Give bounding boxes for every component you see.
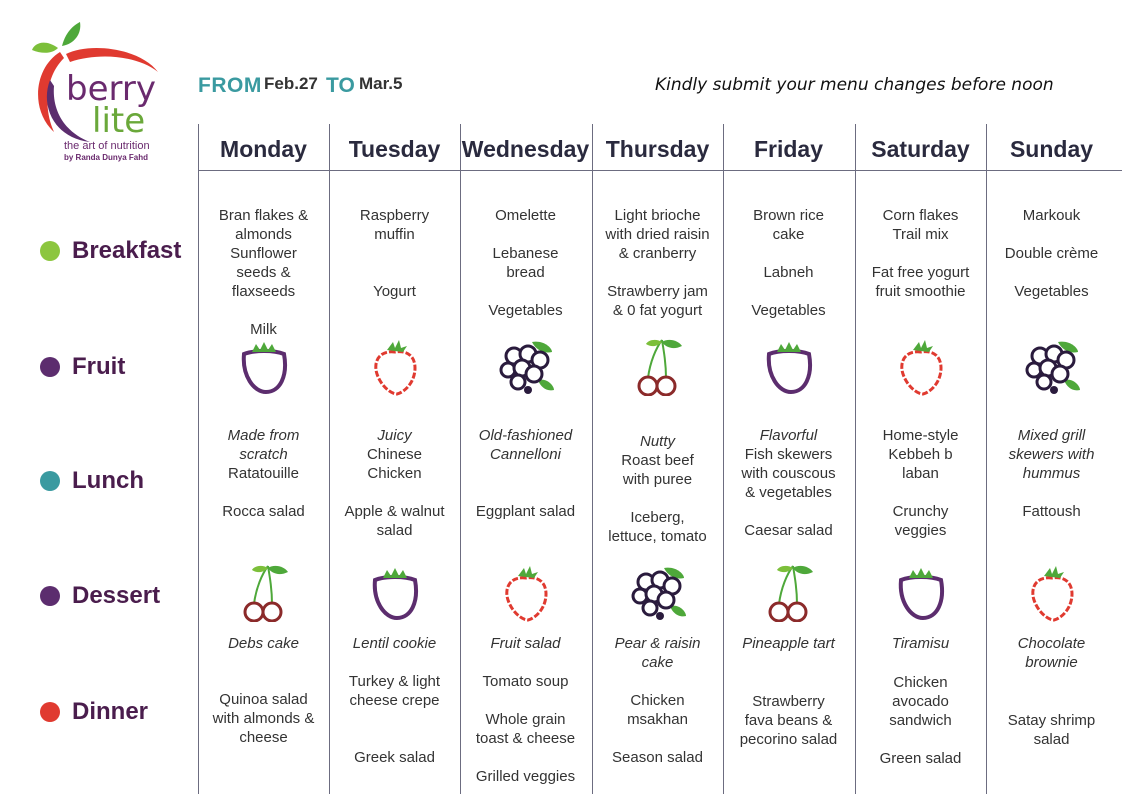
menu-item-text: Iceberg, <box>630 509 685 526</box>
menu-item-text: Roast beef <box>621 452 694 469</box>
menu-item-text: Sunflower <box>230 245 297 262</box>
strawberry-icon <box>365 336 425 396</box>
menu-item-text: Eggplant salad <box>475 503 576 520</box>
day-header-sunday: Sunday <box>1009 136 1094 162</box>
meal-dot <box>40 357 60 377</box>
strawberry-icon <box>496 562 556 622</box>
day-header-saturday: Saturday <box>871 136 970 162</box>
grapes-icon <box>496 336 556 396</box>
menu-item-text: Bran flakes & <box>218 207 309 224</box>
menu-item-text: salad <box>376 522 413 539</box>
menu-item-text: Trail mix <box>892 226 949 243</box>
cherry-icon <box>759 562 819 622</box>
cherry-icon <box>628 336 688 396</box>
menu-item-text: Omelette <box>495 207 556 224</box>
breakfast-cell <box>855 206 986 301</box>
menu-item-text: Milk <box>250 321 277 338</box>
menu-item-text: Made from <box>227 427 300 444</box>
dessert-cell: Debs cake <box>228 635 299 652</box>
menu-item-text: Vegetables <box>1014 283 1089 300</box>
lunch-cell <box>986 426 1117 521</box>
grapes-icon <box>1022 336 1082 396</box>
logo-tagline <box>64 140 150 164</box>
menu-item-text: with dried raisin <box>605 226 710 243</box>
menu-item-text: Fattoush <box>1022 503 1081 520</box>
dinner-cell <box>592 691 723 767</box>
strawberry-icon <box>1022 562 1082 622</box>
menu-item-text: Chicken <box>367 465 422 482</box>
menu-item-text: toast & cheese <box>475 730 576 747</box>
tagline-text: the art of nutrition <box>64 140 150 152</box>
menu-item-text: Old-fashioned <box>478 427 573 444</box>
menu-item-text: Brown rice <box>753 207 824 224</box>
menu-item-text: Chinese <box>366 446 423 463</box>
menu-item-text: Fat free yogurt <box>871 264 970 281</box>
menu-item-text: Greek salad <box>354 749 435 766</box>
menu-item-text: Juicy <box>377 427 412 444</box>
menu-item-text: cheese <box>239 729 288 746</box>
dinner-cell <box>460 672 591 786</box>
menu-item-text: pecorino salad <box>739 731 838 748</box>
dinner-cell <box>986 711 1117 749</box>
breakfast-cell <box>592 206 723 320</box>
submission-notice: Kindly submit your menu changes before noon <box>655 75 1054 95</box>
menu-item-text: cheese crepe <box>349 692 440 709</box>
menu-item-text: Quinoa salad <box>219 691 308 708</box>
grapes-icon <box>628 562 688 622</box>
meal-dot <box>40 471 60 491</box>
lunch-cell <box>723 426 854 540</box>
menu-item-text: Chicken <box>893 674 948 691</box>
menu-item-text: fruit smoothie <box>875 283 966 300</box>
menu-item-text: Nutty <box>639 433 675 450</box>
menu-item-text: Apple & walnut <box>344 503 445 520</box>
menu-item-text: Fish skewers <box>744 446 833 463</box>
to-date: Mar.5 <box>359 74 403 93</box>
day-column-saturday <box>855 170 986 794</box>
dessert-cell: Lentil cookie <box>352 635 437 652</box>
day-header-tuesday: Tuesday <box>348 136 441 162</box>
menu-item-text: & vegetables <box>745 484 832 501</box>
breakfast-cell <box>460 206 591 320</box>
dinner-cell <box>723 692 854 749</box>
plum-icon <box>759 336 819 396</box>
menu-item-text: cake <box>772 226 805 243</box>
menu-item-text: Whole grain <box>485 711 566 728</box>
menu-item-text: Kebbeh b <box>888 446 953 463</box>
lunch-cell <box>329 426 460 540</box>
meal-row-lunch <box>40 466 144 496</box>
menu-item-text: skewers with <box>1008 446 1095 463</box>
meal-row-dinner <box>40 697 148 727</box>
plum-icon <box>891 562 951 622</box>
menu-item-text: Caesar salad <box>744 522 833 539</box>
menu-item-text: Grilled veggies <box>475 768 576 785</box>
menu-item-text: Cannelloni <box>490 446 561 463</box>
strawberry-icon <box>891 336 951 396</box>
meal-label: Dessert <box>72 582 161 609</box>
dinner-cell <box>198 690 329 747</box>
menu-item-text: Flavorful <box>759 427 818 444</box>
breakfast-cell <box>986 206 1117 301</box>
day-column-sunday <box>986 170 1117 794</box>
dessert-cell: Chocolate brownie <box>1017 635 1086 671</box>
from-label: FROM <box>198 74 262 97</box>
svg-text:lite: lite <box>92 101 146 141</box>
menu-item-text: sandwich <box>889 712 952 729</box>
meal-dot <box>40 586 60 606</box>
menu-item-text: Chicken <box>630 692 685 709</box>
meal-dot <box>40 241 60 261</box>
day-column-monday <box>198 170 329 794</box>
lunch-cell <box>592 432 723 546</box>
menu-item-text: & cranberry <box>618 245 697 262</box>
meal-label: Fruit <box>72 353 126 380</box>
menu-item-text: Double crème <box>1004 245 1099 262</box>
day-column-friday <box>723 170 854 794</box>
dinner-cell <box>855 673 986 768</box>
byline-text: by Randa Dunya Fahd <box>64 153 149 162</box>
menu-item-text: Green salad <box>879 750 962 767</box>
day-column-tuesday <box>329 170 460 794</box>
menu-item-text: Corn flakes <box>882 207 959 224</box>
menu-item-text: salad <box>1033 731 1070 748</box>
breakfast-cell <box>723 206 854 320</box>
menu-item-text: fava beans & <box>744 712 833 729</box>
meal-row-fruit <box>40 352 125 382</box>
from-date: Feb.27 <box>264 74 318 93</box>
to-label: TO <box>326 74 355 97</box>
menu-item-text: Strawberry <box>752 693 825 710</box>
lunch-cell <box>198 426 329 521</box>
menu-item-text: laban <box>902 465 939 482</box>
cherry-icon <box>234 562 294 622</box>
menu-item-text: avocado <box>892 693 949 710</box>
breakfast-cell <box>198 206 329 339</box>
meal-label: Lunch <box>72 467 144 494</box>
menu-item-text: Vegetables <box>488 302 563 319</box>
menu-item-text: with almonds & <box>212 710 315 727</box>
menu-item-text: Markouk <box>1022 207 1081 224</box>
menu-item-text: flaxseeds <box>231 283 296 300</box>
meal-label: Dinner <box>72 698 149 725</box>
menu-item-text: Vegetables <box>751 302 826 319</box>
plum-icon <box>234 336 294 396</box>
menu-item-text: Season salad <box>612 749 703 766</box>
day-header-wednesday: Wednesday <box>461 136 590 162</box>
menu-item-text: hummus <box>1022 465 1081 482</box>
menu-item-text: veggies <box>894 522 947 539</box>
breakfast-cell <box>329 206 460 301</box>
menu-item-text: Light brioche <box>614 207 701 224</box>
plum-icon <box>365 562 425 622</box>
menu-item-text: Yogurt <box>373 283 416 300</box>
dessert-cell: Pineapple tart <box>742 635 835 652</box>
day-column-thursday <box>592 170 723 794</box>
meal-label: Breakfast <box>72 237 182 264</box>
day-column-wednesday <box>460 170 591 794</box>
menu-item-text: Mixed grill <box>1017 427 1086 444</box>
menu-item-text: scratch <box>239 446 288 463</box>
dessert-cell: Pear & raisin cake <box>614 635 701 671</box>
menu-item-text: almonds <box>235 226 292 243</box>
menu-item-text: Lebanese <box>492 245 559 262</box>
svg-text:berry: berry <box>66 69 156 109</box>
day-header-monday: Monday <box>220 136 307 162</box>
menu-item-text: Strawberry jam <box>607 283 708 300</box>
meal-dot <box>40 702 60 722</box>
menu-item-text: & 0 fat yogurt <box>612 302 703 319</box>
menu-item-text: seeds & <box>236 264 291 281</box>
day-header-friday: Friday <box>753 136 824 162</box>
menu-item-text: lettuce, tomato <box>608 528 707 545</box>
menu-item-text: Crunchy <box>892 503 949 520</box>
menu-item-text: with puree <box>622 471 693 488</box>
menu-item-text: with couscous <box>741 465 836 482</box>
menu-item-text: muffin <box>374 226 415 243</box>
menu-item-text: Home-style <box>882 427 959 444</box>
dessert-cell: Tiramisu <box>891 635 950 652</box>
menu-item-text: Ratatouille <box>228 465 299 482</box>
menu-item-text: Tomato soup <box>482 673 569 690</box>
dessert-cell: Fruit salad <box>490 635 561 652</box>
menu-item-text: Turkey & light <box>348 673 441 690</box>
menu-item-text: Satay shrimp <box>1007 712 1096 729</box>
day-header-thursday: Thursday <box>605 136 710 162</box>
meal-row-breakfast <box>40 236 181 266</box>
dinner-cell <box>329 672 460 767</box>
meal-row-dessert <box>40 581 160 611</box>
menu-item-text: bread <box>506 264 545 281</box>
menu-item-text: msakhan <box>627 711 688 728</box>
menu-item-text: Raspberry <box>359 207 430 224</box>
lunch-cell <box>460 426 591 521</box>
menu-item-text: Rocca salad <box>222 503 305 520</box>
menu-item-text: Labneh <box>763 264 814 281</box>
lunch-cell <box>855 426 986 540</box>
